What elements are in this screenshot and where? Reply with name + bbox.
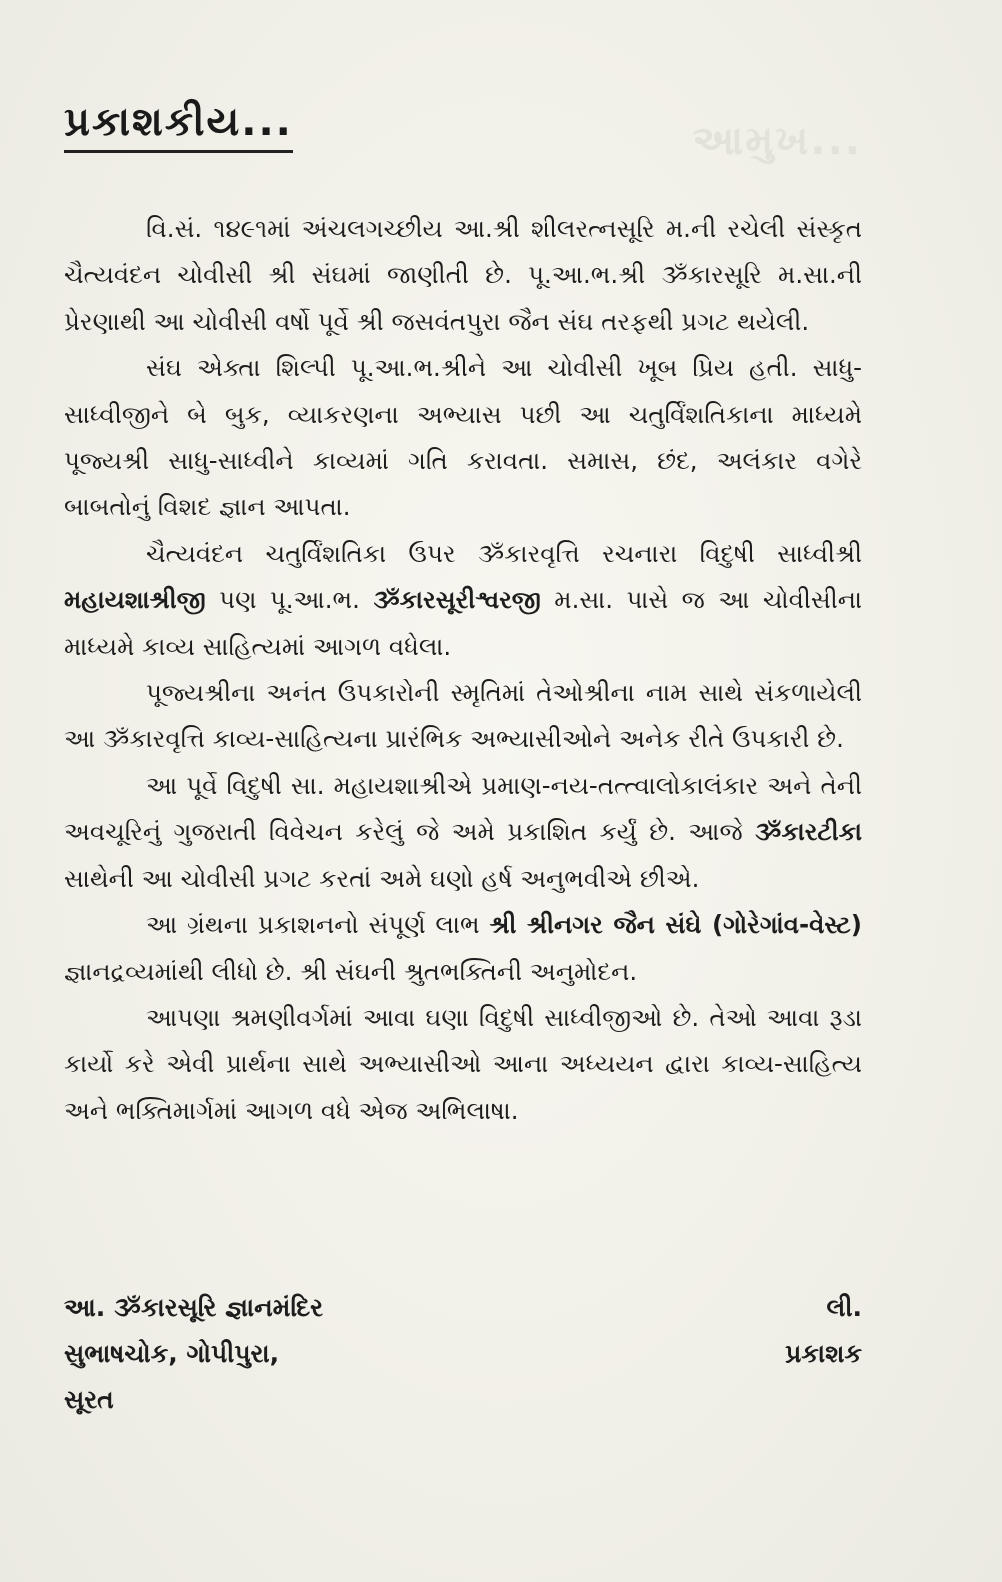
signature-line: પ્રકાશક xyxy=(785,1339,862,1368)
bold-text-run: મહાયશાશ્રીજી xyxy=(64,585,206,615)
publisher-signature xyxy=(785,1285,862,1377)
paragraph xyxy=(64,345,862,531)
text-run: જ્ઞાનદ્રવ્યમાંથી લીધો છે. શ્રી સંઘની શ્રુતભક્તિની અનુમોદન. xyxy=(64,956,638,986)
bold-text-run: ૐકારસૂરીશ્વરજી xyxy=(373,585,541,615)
text-run: આ પૂર્વે વિદુષી સા. મહાયશાશ્રીએ પ્રમાણ-નય-તત્ત્વાલોકાલંકાર અને તેની અવચૂરિનું ગુજરાતી વિવેચન કરેલું જે અમે પ્રકાશિત કર્યું છે. આજે xyxy=(64,770,862,847)
bold-text-run: ૐકારટીકા xyxy=(755,817,862,847)
text-run: આપણા શ્રમણીવર્ગમાં આવા ઘણા વિદુષી સાધ્વીજીઓ છે. તેઓ આવા રૂડા કાર્યો કરે એવી પ્રાર્થના સાથે અભ્યાસીઓ આના અધ્યયન દ્વારા કાવ્ય-સાહિત્ય અને ભક્તિમાર્ગમાં આગળ વધે એજ અભિલાષા. xyxy=(64,1002,862,1125)
text-run: પણ પૂ.આ.ભ. xyxy=(205,585,374,615)
page-title: પ્રકાશકીય... xyxy=(64,98,293,153)
body-text xyxy=(64,206,862,1134)
heading-wrap xyxy=(64,98,293,153)
paragraph xyxy=(64,763,862,902)
bold-text-run: શ્રી શ્રીનગર જૈન સંઘે (ગોરેગાંવ-વેસ્ટ) xyxy=(489,910,862,940)
text-run: આ ગ્રંથના પ્રકાશનનો સંપૂર્ણ લાભ xyxy=(146,910,490,940)
paragraph xyxy=(64,206,862,345)
signature-line: લી. xyxy=(826,1293,862,1322)
address-line: આ. ૐકારસૂરિ જ્ઞાનમંદિર xyxy=(64,1293,324,1322)
text-run: ચૈત્યવંદન ચતુર્વિંશતિકા ઉપર ૐકારવૃત્તિ રચનારા વિદુષી સાધ્વીશ્રી xyxy=(146,538,862,568)
bleed-through-text: આમુખ... xyxy=(692,118,862,164)
text-run: મ.સા. પાસે જ આ ચોવીસીના માધ્યમે કાવ્ય સાહિત્યમાં આગળ વધેલા. xyxy=(64,585,862,661)
text-run: વિ.સં. ૧૪૯૧માં અંચલગચ્છીય આ.શ્રી શીલરત્નસૂરિ મ.ની રચેલી સંસ્કૃત ચૈત્યવંદન ચોવીસી શ્રી સંઘમાં જાણીતી છે. પૂ.આ.ભ.શ્રી ૐકારસૂરિ મ.સા.ની પ્રેરણાથી આ ચોવીસી વર્ષો પૂર્વે શ્રી જસવંતપુરા જૈન સંઘ તરફથી પ્રગટ થયેલી. xyxy=(64,214,862,336)
paragraph xyxy=(64,531,862,670)
paragraph xyxy=(64,995,862,1134)
text-run: સંઘ એક્તા શિલ્પી પૂ.આ.ભ.શ્રીને આ ચોવીસી ખૂબ પ્રિય હતી. સાધુ-સાધ્વીજીને બે બુક, વ્યાકરણના અભ્યાસ પછી આ ચતુર્વિંશતિકાના માધ્યમે પૂજ્યશ્રી સાધુ-સાધ્વીને કાવ્યમાં ગતિ કરાવતા. સમાસ, છંદ, અલંકાર વગેરે બાબતોનું વિશદ જ્ઞાન આપતા. xyxy=(64,353,862,522)
text-run: પૂજ્યશ્રીના અનંત ઉપકારોની સ્મૃતિમાં તેઓશ્રીના નામ સાથે સંકળાયેલી આ ૐકારવૃત્તિ કાવ્ય-સાહિત્યના પ્રારંભિક અભ્યાસીઓને અનેક રીતે ઉપકારી છે. xyxy=(64,678,862,754)
address-line: સૂરત xyxy=(64,1385,114,1414)
text-run: સાથેની આ ચોવીસી પ્રગટ કરતાં અમે ઘણો હર્ષ અનુભવીએ છીએ. xyxy=(64,863,700,893)
address-line: સુભાષચોક, ગોપીપુરા, xyxy=(64,1339,280,1368)
paragraph xyxy=(64,670,862,763)
paragraph xyxy=(64,902,862,995)
publisher-address xyxy=(64,1285,323,1423)
